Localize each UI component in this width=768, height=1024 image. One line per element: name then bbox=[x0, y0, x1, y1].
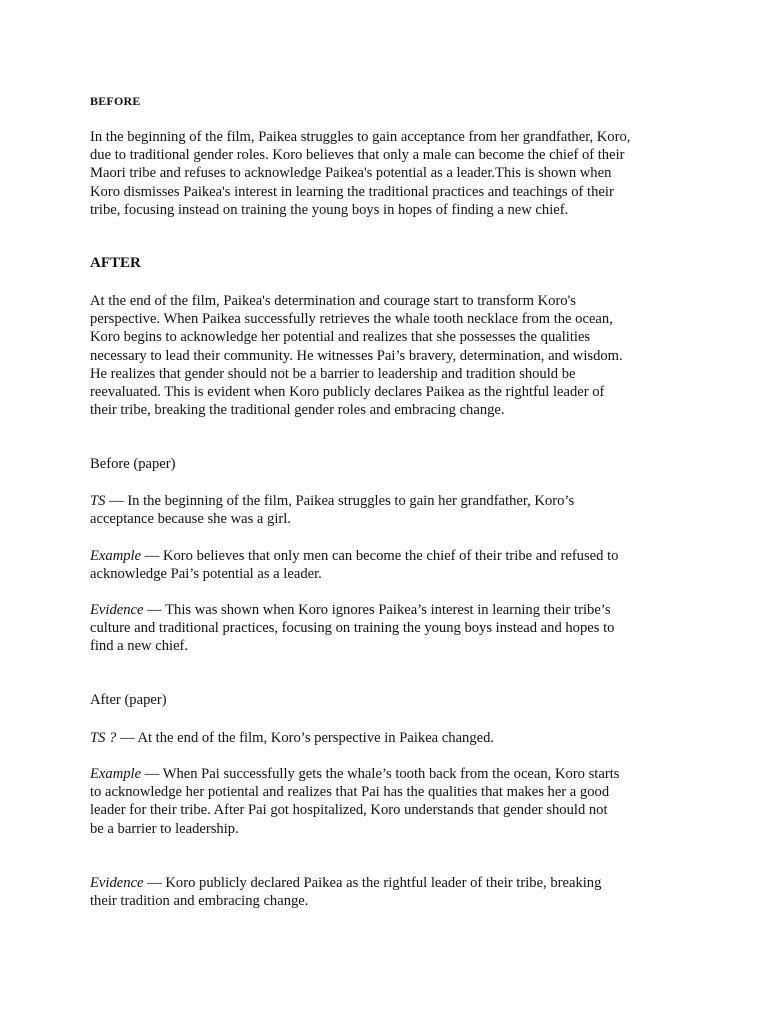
after-paper-example bbox=[90, 765, 690, 838]
after-paragraph bbox=[90, 292, 690, 419]
evidence-text: — This was shown when Koro ignores Paikea’s interest in learning their tribe’s bbox=[143, 602, 611, 618]
before-paper-evidence bbox=[90, 601, 690, 656]
after-line: He realizes that gender should not be a barrier to leadership and tradition should be bbox=[90, 365, 576, 382]
before-line: Koro dismisses Paikea's interest in learning the traditional practices and teachings of their bbox=[90, 183, 614, 200]
example-text: be a barrier to leadership. bbox=[90, 820, 239, 837]
evidence-text: culture and traditional practices, focusing on training the young boys instead and hopes to bbox=[90, 620, 615, 637]
example-text: — Koro believes that only men can become the chief of their tribe and refused to bbox=[141, 548, 619, 564]
example-text: acknowledge Pai’s potential as a leader. bbox=[90, 566, 322, 583]
after-paper-evidence bbox=[90, 874, 690, 910]
after-paper-ts bbox=[90, 729, 690, 747]
example-text: — When Pai successfully gets the whale’s tooth back from the ocean, Koro starts bbox=[141, 766, 620, 782]
after-line: perspective. When Paikea successfully retrieves the whale tooth necklace from the ocean, bbox=[90, 311, 613, 328]
after-paper-heading: After (paper) bbox=[90, 692, 167, 708]
before-line: Maori tribe and refuses to acknowledge Paikea's potential as a leader.This is shown when bbox=[90, 165, 612, 182]
example-text: to acknowledge her potiental and realizes that Pai has the qualities that makes her a good bbox=[90, 784, 610, 801]
before-line: tribe, focusing instead on training the young boys in hopes of finding a new chief. bbox=[90, 201, 569, 218]
after-heading: AFTER bbox=[90, 255, 141, 271]
before-paper-example bbox=[90, 547, 690, 583]
ts-label: TS ? bbox=[90, 730, 117, 746]
ts-text: — In the beginning of the film, Paikea struggles to gain her grandfather, Koro’s bbox=[105, 493, 575, 509]
ts-text: — At the end of the film, Koro’s perspective in Paikea changed. bbox=[116, 730, 495, 746]
before-heading: BEFORE bbox=[90, 94, 141, 108]
evidence-label: Evidence bbox=[90, 602, 144, 618]
after-line: reevaluated. This is evident when Koro publicly declares Paikea as the rightful leader of bbox=[90, 384, 605, 401]
evidence-text: their tradition and embracing change. bbox=[90, 893, 309, 910]
before-paragraph bbox=[90, 128, 690, 219]
after-line: Koro begins to acknowledge her potential and realizes that she possesses the qualities bbox=[90, 329, 591, 346]
example-label: Example bbox=[90, 548, 142, 564]
before-line: due to traditional gender roles. Koro believes that only a male can become the chief of their bbox=[90, 147, 625, 164]
evidence-text: find a new chief. bbox=[90, 638, 189, 655]
evidence-label: Evidence bbox=[90, 875, 144, 891]
example-text: leader for their tribe. After Pai got hospitalized, Koro understands that gender should not bbox=[90, 802, 608, 819]
evidence-text: — Koro publicly declared Paikea as the rightful leader of their tribe, breaking bbox=[143, 875, 602, 891]
before-paper-heading: Before (paper) bbox=[90, 456, 176, 472]
ts-text: acceptance because she was a girl. bbox=[90, 511, 291, 528]
after-line: At the end of the film, Paikea's determination and courage start to transform Koro's bbox=[90, 293, 576, 309]
after-line: necessary to lead their community. He witnesses Pai’s bravery, determination, and wisdom. bbox=[90, 347, 623, 364]
before-paper-ts bbox=[90, 492, 690, 528]
after-line: their tribe, breaking the traditional gender roles and embracing change. bbox=[90, 402, 505, 419]
ts-label: TS bbox=[90, 493, 106, 509]
example-label: Example bbox=[90, 766, 142, 782]
before-line: In the beginning of the film, Paikea struggles to gain acceptance from her grandfather, Koro, bbox=[90, 129, 631, 145]
